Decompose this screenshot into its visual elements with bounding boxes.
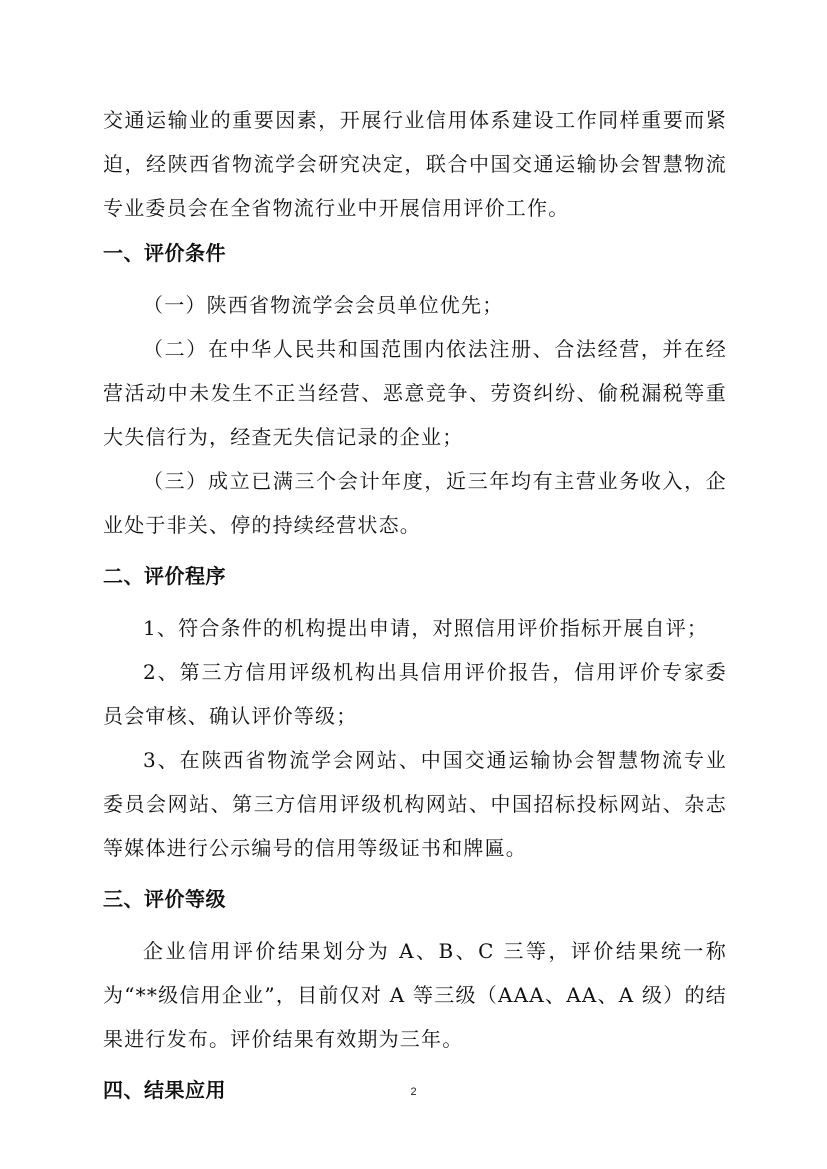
document-body: [103, 98, 727, 1120]
condition-item-3: （三）成立已满三个会计年度，近三年均有主营业务收入，企业处于非关、停的持续经营状态。: [103, 469, 727, 537]
intro-paragraph: 交通运输业的重要因素，开展行业信用体系建设工作同样重要而紧迫，经陕西省物流学会研究决定，联合中国交通运输协会智慧物流专业委员会在全省物流行业中开展信用评价工作。: [103, 108, 727, 220]
procedure-item-1: 1、符合条件的机构提出申请，对照信用评价指标开展自评；: [143, 616, 709, 640]
procedure-item-3: 3、在陕西省物流学会网站、中国交通运输协会智慧物流专业委员会网站、第三方信用评级机构网站、中国招标投标网站、杂志等媒体进行公示编号的信用等级证书和牌匾。: [103, 748, 727, 860]
condition-item-1: （一）陕西省物流学会会员单位优先；: [143, 293, 504, 317]
section-heading-evaluation-grades: 三、评价等级: [103, 887, 226, 911]
page-number: 2: [410, 1086, 417, 1098]
section-heading-evaluation-procedure: 二、评价程序: [103, 564, 226, 588]
grades-paragraph: 企业信用评价结果划分为 A、B、C 三等，评价结果统一称为“**级信用企业”，目前仅对 A 等三级（AAA、AA、A 级）的结果进行发布。评价结果有效期为三年。: [103, 939, 727, 1051]
condition-item-2: （二）在中华人民共和国范围内依法注册、合法经营，并在经营活动中未发生不正当经营、恶意竞争、劳资纠纷、偷税漏税等重大失信行为，经查无失信记录的企业；: [103, 337, 727, 449]
section-heading-result-application: 四、结果应用: [103, 1078, 226, 1102]
section-heading-evaluation-conditions: 一、评价条件: [103, 241, 226, 265]
procedure-item-2: 2、第三方信用评级机构出具信用评价报告，信用评价专家委员会审核、确认评价等级；: [103, 660, 727, 728]
